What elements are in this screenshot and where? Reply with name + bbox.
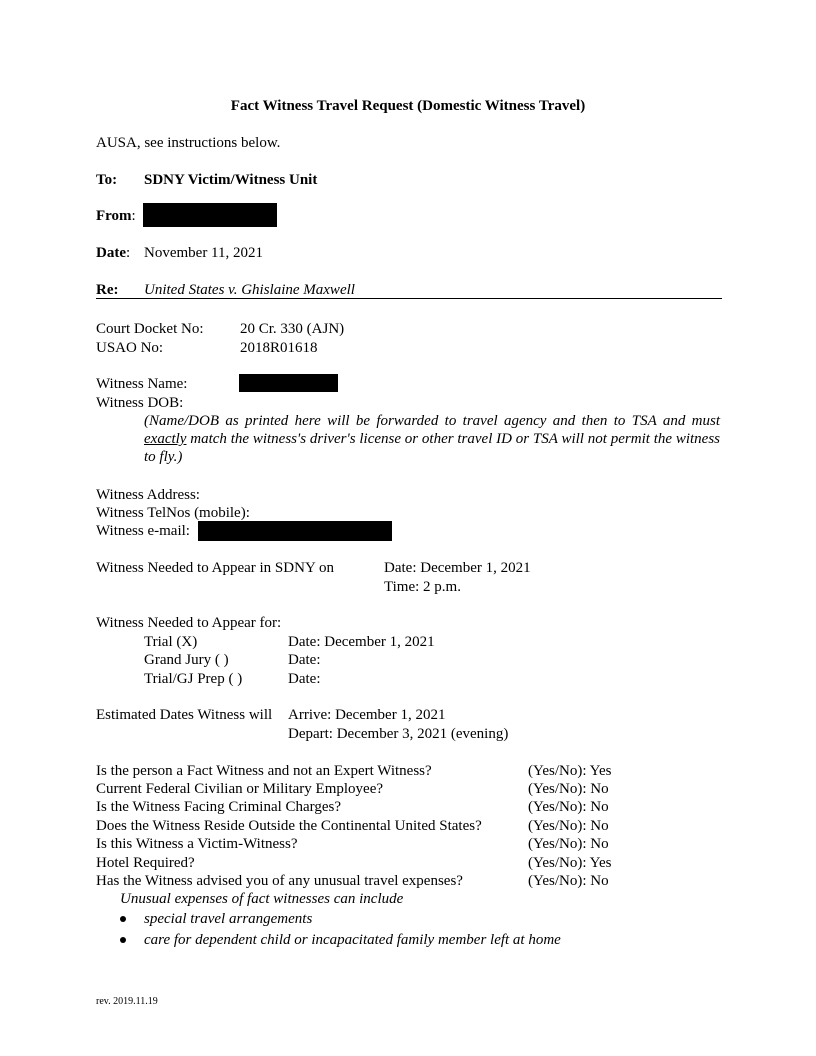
to-label: To:: [96, 172, 118, 188]
redaction-witness-email: [198, 521, 392, 541]
question-answer: (Yes/No): No: [528, 818, 609, 834]
estimated-depart: Depart: December 3, 2021 (evening): [288, 726, 509, 742]
appear-for-item-name: Trial (X): [144, 634, 198, 650]
unusual-expense-item: care for dependent child or incapacitated family member left at home: [144, 932, 561, 948]
from-line: [96, 207, 136, 225]
question-text: Is this Witness a Victim-Witness?: [96, 836, 298, 852]
to-value: SDNY Victim/Witness Unit: [144, 172, 318, 188]
appear-for-item-name: Grand Jury ( ): [144, 652, 229, 668]
date-label: Date: [96, 245, 126, 261]
header-divider: [96, 298, 722, 299]
note-part-2: match the witness's driver's license or other travel ID or TSA will not permit the witness to fly.): [144, 431, 720, 465]
appear-for-item-name: Trial/GJ Prep ( ): [144, 671, 243, 687]
question-answer: (Yes/No): Yes: [528, 855, 612, 871]
witness-email-label: Witness e-mail:: [96, 523, 190, 539]
question-text: Is the Witness Facing Criminal Charges?: [96, 799, 342, 815]
question-answer: (Yes/No): No: [528, 836, 609, 852]
date-value: November 11, 2021: [144, 245, 264, 261]
appear-sdny-date: Date: December 1, 2021: [384, 560, 531, 576]
note-part-1: (Name/DOB as printed here will be forwarded to travel agency and then to TSA and must: [144, 413, 720, 429]
instruction-text: AUSA, see instructions below.: [96, 135, 281, 151]
note-emphasis: exactly: [144, 431, 187, 447]
re-label: Re:: [96, 282, 119, 298]
witness-name-label: Witness Name:: [96, 376, 188, 392]
question-text: Is the person a Fact Witness and not an Expert Witness?: [96, 763, 432, 779]
name-dob-note: [144, 412, 720, 466]
question-answer: (Yes/No): No: [528, 781, 609, 797]
redaction-witness-name: [239, 374, 338, 392]
date-colon: :: [126, 245, 131, 261]
usao-value: 2018R01618: [240, 340, 318, 356]
question-text: Does the Witness Reside Outside the Continental United States?: [96, 818, 482, 834]
appear-for-item-date: Date: December 1, 2021: [288, 634, 435, 650]
witness-address-label: Witness Address:: [96, 487, 200, 503]
re-value: United States v. Ghislaine Maxwell: [144, 282, 355, 298]
question-text: Hotel Required?: [96, 855, 195, 871]
court-docket-label: Court Docket No:: [96, 321, 204, 337]
unusual-expenses-intro: Unusual expenses of fact witnesses can include: [120, 891, 404, 907]
estimated-arrive: Arrive: December 1, 2021: [288, 707, 446, 723]
revision-footer: rev. 2019.11.19: [96, 996, 158, 1007]
question-answer: (Yes/No): No: [528, 873, 609, 889]
date-line: [96, 244, 130, 262]
question-text: Has the Witness advised you of any unusual travel expenses?: [96, 873, 463, 889]
appear-sdny-label: Witness Needed to Appear in SDNY on: [96, 560, 334, 576]
question-answer: (Yes/No): No: [528, 799, 609, 815]
question-text: Current Federal Civilian or Military Employee?: [96, 781, 384, 797]
usao-label: USAO No:: [96, 340, 164, 356]
witness-dob-label: Witness DOB:: [96, 395, 184, 411]
appear-for-item-date: Date:: [288, 652, 321, 668]
witness-tel-label: Witness TelNos (mobile):: [96, 505, 250, 521]
appear-sdny-time: Time: 2 p.m.: [384, 579, 461, 595]
from-colon: :: [131, 208, 136, 224]
appear-for-label: Witness Needed to Appear for:: [96, 615, 282, 631]
redaction-from: [143, 203, 277, 227]
appear-for-item-date: Date:: [288, 671, 321, 687]
bullet-icon: [120, 916, 126, 922]
page-title: Fact Witness Travel Request (Domestic Witness Travel): [230, 98, 586, 114]
estimated-dates-label: Estimated Dates Witness will: [96, 707, 273, 723]
bullet-icon: [120, 937, 126, 943]
unusual-expense-item: special travel arrangements: [144, 911, 313, 927]
court-docket-value: 20 Cr. 330 (AJN): [240, 321, 345, 337]
from-label: From: [96, 208, 132, 224]
question-answer: (Yes/No): Yes: [528, 763, 612, 779]
